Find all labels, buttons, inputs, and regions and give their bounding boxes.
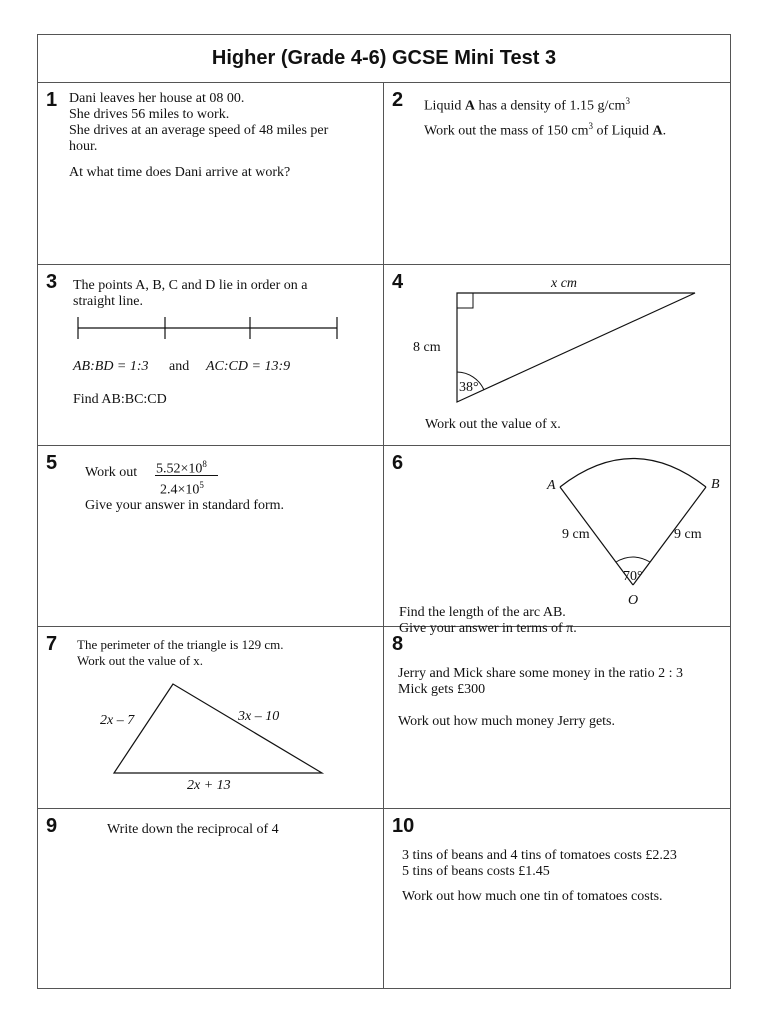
- question-5-cell: [38, 446, 384, 627]
- question-text: Find the length of the arc AB.: [399, 605, 566, 620]
- left-side-label: 2x – 7: [100, 713, 135, 728]
- radius-left-label: 9 cm: [562, 527, 590, 542]
- question-prompt: Work out the value of x.: [425, 417, 561, 432]
- question-prompt: Find AB:BC:CD: [73, 392, 167, 407]
- point-a-label: A: [547, 478, 556, 493]
- question-number: 6: [392, 452, 404, 474]
- question-prompt: Work out the value of x.: [77, 653, 204, 668]
- radius-right-label: 9 cm: [674, 527, 702, 542]
- question-1-cell: [38, 83, 384, 265]
- question-number: 9: [46, 815, 58, 837]
- test-sheet: [37, 34, 731, 989]
- question-prompt: Work out the mass of 150 $cm^3$ of Liquid A.: [424, 121, 667, 139]
- ratio-ab-bd: AB:BD = 1:3: [73, 359, 149, 374]
- question-9-cell: [38, 809, 384, 988]
- work-out-label: Work out: [85, 465, 138, 480]
- fraction-denominator: $2.4\times 10^5$: [160, 480, 204, 498]
- question-2-cell: [384, 83, 730, 265]
- question-6-cell: [384, 446, 730, 636]
- question-4-cell: [384, 265, 730, 446]
- question-prompt: Give your answer in terms of π.: [399, 621, 577, 636]
- question-text: 5 tins of beans costs £1.45: [402, 864, 550, 879]
- triangle-diagram: [38, 627, 384, 809]
- question-3-cell: [38, 265, 384, 446]
- question-prompt: Work out how much one tin of tomatoes costs.: [402, 889, 663, 904]
- angle-label: 70°: [623, 569, 643, 584]
- question-number: 5: [46, 452, 58, 474]
- question-number: 1: [46, 89, 58, 111]
- question-prompt: Work out how much money Jerry gets.: [398, 714, 615, 729]
- question-prompt: Give your answer in standard form.: [85, 498, 285, 513]
- question-number: 8: [392, 633, 404, 655]
- question-10-cell: [384, 809, 730, 988]
- question-text: hour.: [69, 139, 98, 154]
- right-side-label: 3x – 10: [238, 709, 280, 724]
- question-text: Jerry and Mick share some money in the ratio 2 : 3: [398, 666, 683, 681]
- question-text: 3 tins of beans and 4 tins of tomatoes costs £2.23: [402, 848, 677, 863]
- question-text: Mick gets £300: [398, 682, 486, 697]
- angle-label: 38°: [459, 380, 479, 395]
- ratio-ac-cd: AC:CD = 13:9: [206, 359, 291, 374]
- question-prompt: Write down the reciprocal of 4: [107, 822, 279, 837]
- triangle: [114, 684, 322, 773]
- point-b-label: B: [711, 477, 720, 492]
- sector-diagram: [384, 446, 730, 627]
- ratio-and: and: [169, 359, 190, 374]
- arc-ab: [560, 459, 706, 488]
- question-number: 4: [392, 271, 404, 293]
- vertical-side-label: 8 cm: [413, 340, 441, 355]
- question-number: 10: [392, 815, 415, 837]
- top-side-label: x cm: [551, 276, 578, 291]
- question-number: 7: [46, 633, 58, 655]
- number-line: [38, 265, 384, 446]
- fraction-numerator: $5.52\times 10^8$: [156, 459, 207, 477]
- question-7-cell: [38, 627, 384, 809]
- question-text: straight line.: [73, 294, 143, 309]
- question-text: The points A, B, C and D lie in order on a: [73, 278, 308, 293]
- question-8-cell: [384, 627, 730, 809]
- right-angle-marker: [457, 293, 473, 308]
- question-text: The perimeter of the triangle is 129 cm.: [77, 637, 284, 652]
- question-number: 2: [392, 89, 404, 111]
- question-number: 3: [46, 271, 58, 293]
- angle-arc: [616, 557, 650, 562]
- question-text: She drives at an average speed of 48 miles per: [69, 123, 329, 138]
- question-text: Liquid A has a density of 1.15 $g/cm^3$: [424, 96, 630, 114]
- fraction-bar: [155, 475, 218, 476]
- bottom-side-label: 2x + 13: [187, 778, 231, 793]
- point-o-label: O: [628, 593, 639, 608]
- page-title: Higher (Grade 4-6) GCSE Mini Test 3: [38, 35, 730, 83]
- question-prompt: At what time does Dani arrive at work?: [69, 165, 291, 180]
- triangle: [457, 293, 695, 402]
- question-text: She drives 56 miles to work.: [69, 107, 230, 122]
- question-text: Dani leaves her house at 08 00.: [69, 91, 245, 106]
